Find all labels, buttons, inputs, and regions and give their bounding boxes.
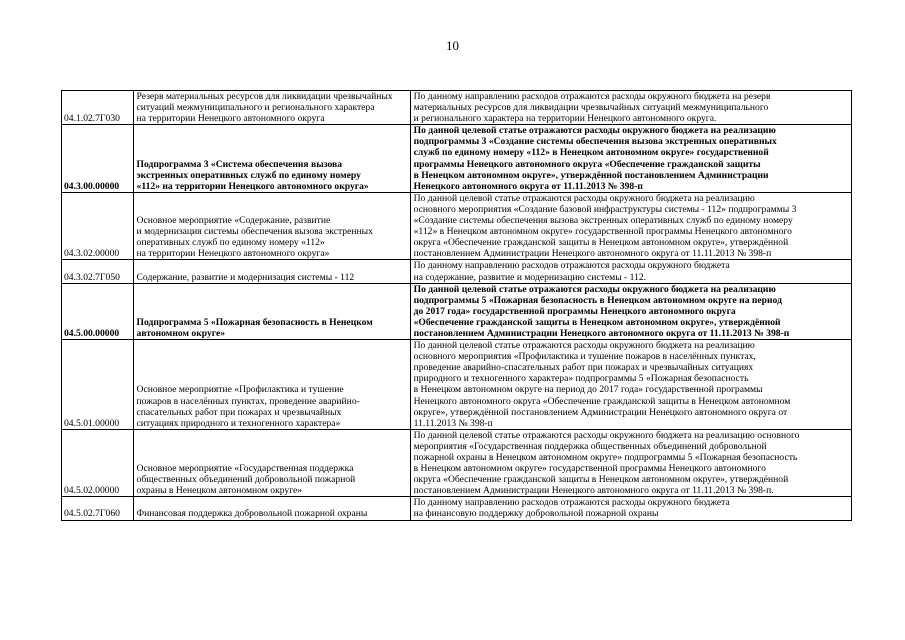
item-name-cell: Содержание, развитие и модернизация системы - 112 bbox=[133, 260, 410, 283]
item-name-cell: Подпрограмма 5 «Пожарная безопасность в Ненецком автономном округе» bbox=[133, 283, 410, 339]
item-description-cell: По данной целевой статье отражаются расходы окружного бюджета на реализацию подпрограммы 3 «Создание системы обеспечения вызова экстренных оперативных служб по единому номеру «112» в Ненецком автономном округе» государственной программы Ненецкого автономного округа «Обеспечение гражданской защиты в Ненецком автономном округе», утверждённой постановлением Администрации Ненецкого автономного округа от 11.11.2013 № 398-п bbox=[410, 125, 851, 193]
item-description-cell: По данному направлению расходов отражаются расходы окружного бюджета на резерв материальных ресурсов для ликвидации чрезвычайных ситуаций межмуниципального и регионального характера на территории Ненецкого автономного округа. bbox=[410, 91, 851, 125]
item-description-cell: По данной целевой статье отражаются расходы окружного бюджета на реализацию подпрограммы 5 «Пожарная безопасность в Ненецком автономном округе на период до 2017 года» государственной программы Ненецкого автономного округа «Обеспечение гражданской защиты в Ненецком автономном округе», утверждённой постановлением Администрации Ненецкого автономного округа от 11.11.2013 № 398-п bbox=[410, 283, 851, 339]
target-code-cell: 04.5.00.00000 bbox=[62, 283, 134, 339]
table-row bbox=[62, 192, 852, 260]
table-row bbox=[62, 429, 852, 497]
item-name-cell: Основное мероприятие «Содержание, развитие и модернизация системы обеспечения вызова экстренных оперативных служб по единому номеру «112» на территории Ненецкого автономного округа» bbox=[133, 192, 410, 260]
item-description-cell: По данной целевой статье отражаются расходы окружного бюджета на реализацию основного мероприятия «Создание базовой инфраструктуры системы - 112» подпрограммы 3 «Создание системы обеспечения вызова экстренных оперативных служб по единому номеру «112» в Ненецком автономном округе» государственной программы Ненецкого автономного округа «Обеспечение гражданской защиты в Ненецком автономном округе», утверждённой постановлением Администрации Ненецкого автономного округа от 11.11.2013 № 398-п bbox=[410, 192, 851, 260]
item-description-cell: По данной целевой статье отражаются расходы окружного бюджета на реализацию основного мероприятия «Государственная поддержка общественных объединений добровольной пожарной охраны в Ненецком автономном округе» подпрограммы 5 «Пожарная безопасность в Ненецком автономном округе» государственной программы Ненецкого автономного округа «Обеспечение гражданской защиты в Ненецком автономном округе», утверждённой постановлением Администрации Ненецкого автономного округа от 11.11.2013 № 398-п. bbox=[410, 429, 851, 497]
item-name-cell: Финансовая поддержка добровольной пожарной охраны bbox=[133, 497, 410, 520]
item-description-cell: По данному направлению расходов отражаются расходы окружного бюджета на содержание, развитие и модернизацию системы - 112. bbox=[410, 260, 851, 283]
target-code-cell: 04.5.02.7Г060 bbox=[62, 497, 134, 520]
item-name-cell: Основное мероприятие «Профилактика и тушение пожаров в населённых пунктах, проведение аварийно- спасательных работ при пожарах и чрезвычайных ситуациях природного и техногенного характера» bbox=[133, 340, 410, 430]
target-code-cell: 04.1.02.7Г030 bbox=[62, 91, 134, 125]
page-number: 10 bbox=[446, 38, 459, 53]
table-row bbox=[62, 91, 852, 125]
item-description-cell: По данной целевой статье отражаются расходы окружного бюджета на реализацию основного мероприятия «Профилактика и тушение пожаров в населённых пунктах, проведение аварийно-спасательных работ при пожарах и чрезвычайных ситуациях природного и техногенного характера» подпрограммы 5 «Пожарная безопасность в Ненецком автономном округе на период до 2017 года» государственной программы Ненецкого автономного округа «Обеспечение гражданской защиты в Ненецком автономном округе», утверждённой постановлением Администрации Ненецкого автономного округа от 11.11.2013 № 398-п bbox=[410, 340, 851, 430]
budget-classification-table bbox=[61, 90, 852, 521]
table-row bbox=[62, 260, 852, 283]
target-code-cell: 04.5.01.00000 bbox=[62, 340, 134, 430]
item-name-cell: Резерв материальных ресурсов для ликвидации чрезвычайных ситуаций межмуниципального и регионального характера на территории Ненецкого автономного округа bbox=[133, 91, 410, 125]
table-body bbox=[62, 91, 852, 521]
table-row bbox=[62, 125, 852, 193]
item-description-cell: По данному направлению расходов отражаются расходы окружного бюджета на финансовую поддержку добровольной пожарной охраны bbox=[410, 497, 851, 520]
target-code-cell: 04.5.02.00000 bbox=[62, 429, 134, 497]
item-name-cell: Основное мероприятие «Государственная поддержка общественных объединений добровольной пожарной охраны в Ненецком автономном округе» bbox=[133, 429, 410, 497]
target-code-cell: 04.3.02.7Г050 bbox=[62, 260, 134, 283]
item-name-cell: Подпрограмма 3 «Система обеспечения вызова экстренных оперативных служб по единому номеру «112» на территории Ненецкого автономного округа» bbox=[133, 125, 410, 193]
table-row bbox=[62, 283, 852, 339]
target-code-cell: 04.3.02.00000 bbox=[62, 192, 134, 260]
table-row bbox=[62, 340, 852, 430]
target-code-cell: 04.3.00.00000 bbox=[62, 125, 134, 193]
table-row bbox=[62, 497, 852, 520]
